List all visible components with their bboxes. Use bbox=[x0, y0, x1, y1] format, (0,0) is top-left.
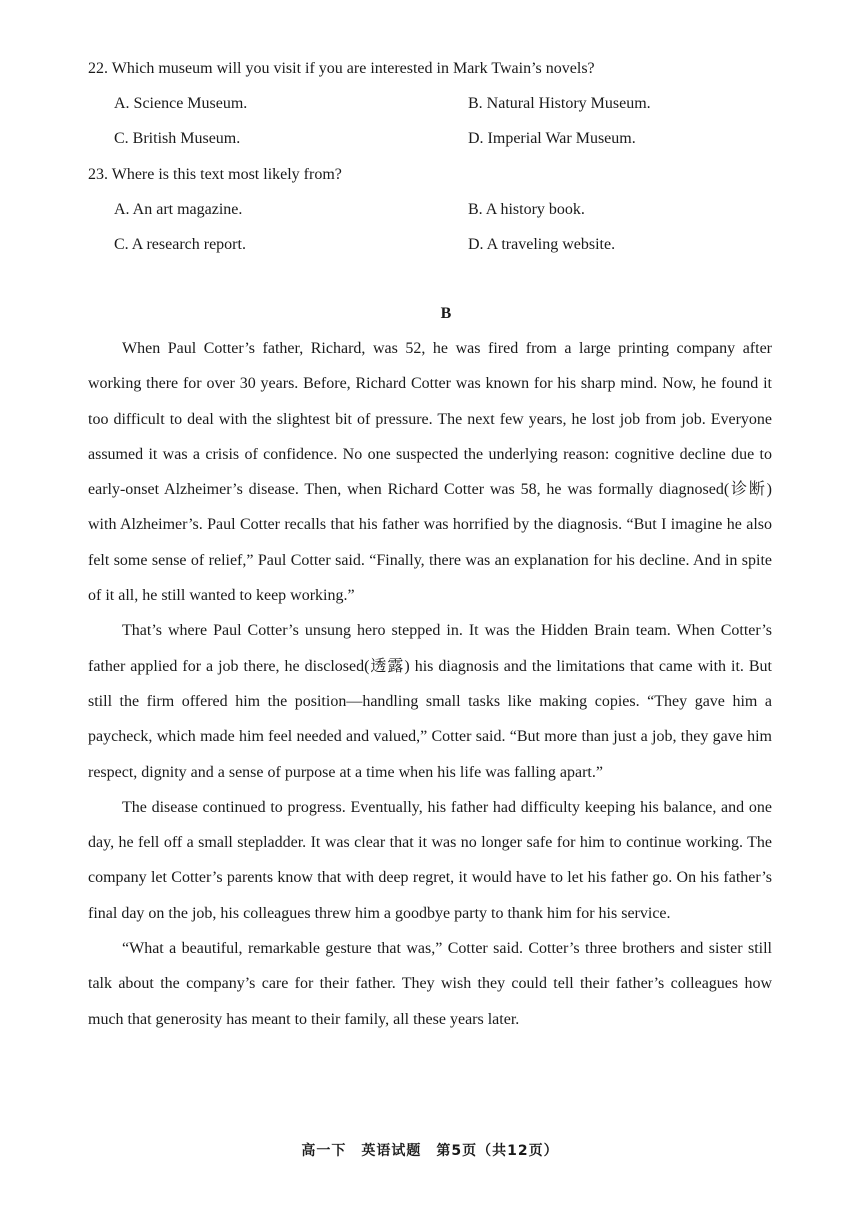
reading-passage bbox=[88, 331, 772, 1037]
question-22-stem: 22. Which museum will you visit if you are interested in Mark Twain’s novels? bbox=[88, 60, 595, 77]
question-22-option-a: A. Science Museum. bbox=[114, 95, 248, 112]
question-23-option-a: A. An art magazine. bbox=[114, 201, 243, 218]
section-heading: B bbox=[440, 305, 452, 322]
passage-paragraph-3: The disease continued to progress. Eventually, his father had difficulty keeping his balance, and one day, he fell off a small stepladder. It was clear that it was no longer safe for him to continue working. The company let Cotter’s parents know that with deep regret, it would have to let his father go. On his father’s final day on the job, his colleagues threw him a goodbye party to thank him for his service. bbox=[88, 798, 772, 922]
question-22-option-c: C. British Museum. bbox=[114, 130, 241, 147]
passage-paragraph-4: “What a beautiful, remarkable gesture that was,” Cotter said. Cotter’s three brothers and sister still talk about the company’s care for their father. They wish they could tell their father’s colleagues how much that generosity has meant to their family, all these years later. bbox=[88, 940, 772, 1028]
passage-paragraph-1: When Paul Cotter’s father, Richard, was 52, he was fired from a large printing company after working there for over 30 years. Before, Richard Cotter was known for his sharp mind. Now, he found it too difficult to deal with the slightest bit of pressure. The next few years, he lost job from job. Everyone assumed it was a crisis of confidence. No one suspected the underlying reason: cognitive decline due to early-onset Alzheimer’s disease. Then, when Richard Cotter was 58, he was formally diagnosed(诊断) with Alzheimer’s. Paul Cotter recalls that his father was horrified by the diagnosis. “But I imagine he also felt some sense of relief,” Paul Cotter said. “Finally, there was an explanation for his decline. And in spite of it all, he still wanted to keep working.” bbox=[88, 340, 772, 605]
question-22-option-d: D. Imperial War Museum. bbox=[468, 130, 636, 147]
passage-paragraph-2: That’s where Paul Cotter’s unsung hero stepped in. It was the Hidden Brain team. When Cotter’s father applied for a job there, he disclosed(透露) his diagnosis and the limitations that came with it. But still the firm offered him the position—handling small tasks like making copies. “They gave him a paycheck, which made him feel needed and valued,” Cotter said. “But more than just a job, they gave him respect, dignity and a sense of purpose at a time when his life was falling apart.” bbox=[88, 622, 772, 781]
question-22-option-b: B. Natural History Museum. bbox=[468, 95, 651, 112]
question-23-stem: 23. Where is this text most likely from? bbox=[88, 166, 342, 183]
page-footer: 高一下 英语试题 第5页（共12页） bbox=[301, 1143, 559, 1159]
question-23-option-d: D. A traveling website. bbox=[468, 236, 616, 253]
question-23-option-b: B. A history book. bbox=[468, 201, 585, 218]
question-23-option-c: C. A research report. bbox=[114, 236, 246, 253]
